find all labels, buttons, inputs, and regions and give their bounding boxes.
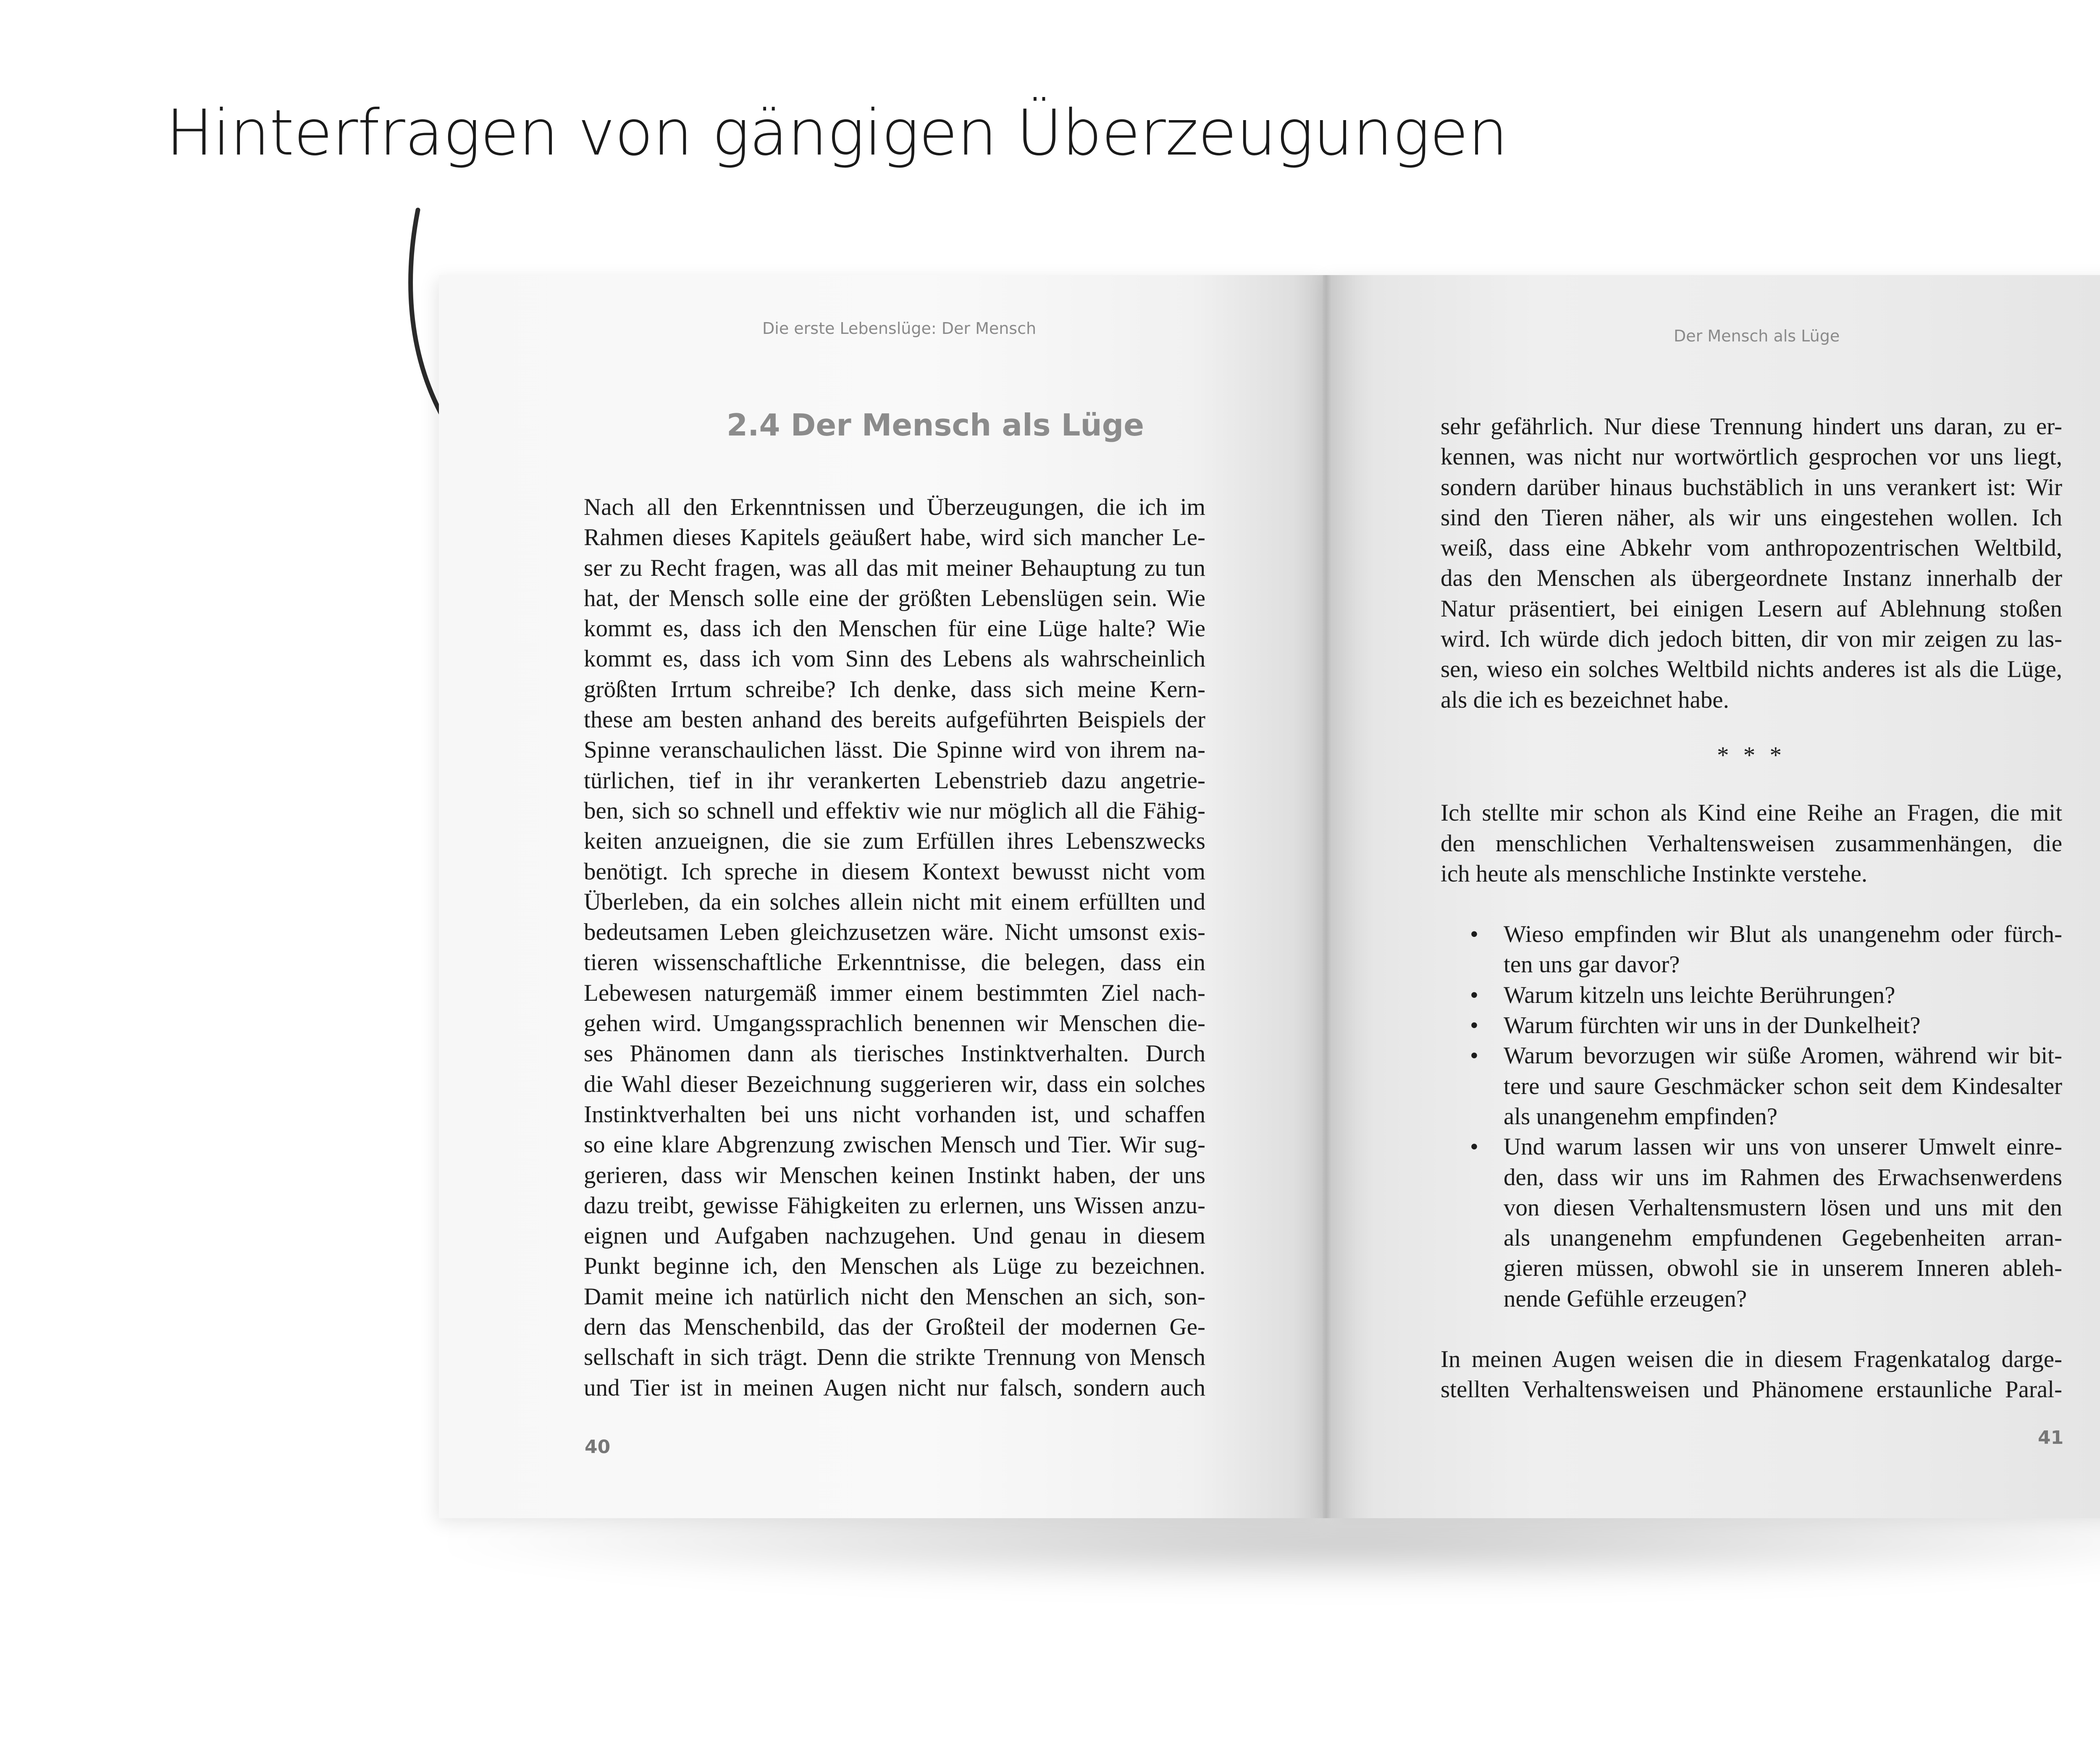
left-body-text [584,492,1205,1403]
text-line: so eine klare Abgrenzung zwischen Mensch und Tier. Wir sug- [584,1131,1205,1158]
text-line: bedeutsamen Leben gleichzusetzen wäre. Nicht umsonst exis- [584,919,1205,946]
text-line: • Warum bevorzugen wir süße Aromen, während wir bit- [1504,1042,2062,1069]
text-line: Spinne veranschaulichen lässt. Die Spinne wird von ihrem na- [584,737,1205,763]
text-line: die Wahl dieser Bezeichnung suggerieren wir, dass ein solches [584,1070,1205,1097]
right-body-text [1441,412,2062,1405]
text-line: Überleben, da ein solches allein nicht mit einem erfüllten und [584,888,1205,915]
text-line: ich heute als menschliche Instinkte verstehe. [1441,860,1868,887]
section-separator: * * * [1717,742,1786,769]
text-line: Instinktverhalten bei uns nicht vorhanden ist, und schaffen [584,1101,1205,1128]
text-line: Punkt beginne ich, den Menschen als Lüge zu bezeichnen. [584,1253,1205,1280]
text-line: sondern darüber hinaus buchstäblich in uns verankert ist: Wir [1441,474,2062,501]
text-line: gehen wird. Umgangssprachlich benennen wir Menschen die- [584,1010,1205,1037]
text-line: ten uns gar davor? [1504,951,1680,978]
text-line: sehr gefährlich. Nur diese Trennung hindert uns daran, zu er- [1441,413,2062,440]
text-line: tieren wissenschaftliche Erkenntnisse, die belegen, dass ein [584,949,1205,976]
text-line: Lebewesen naturgemäß immer einem bestimmten Ziel nach- [584,979,1205,1006]
text-line: den, dass wir uns im Rahmen des Erwachsenwerdens [1504,1164,2062,1191]
text-line: sen, wieso ein solches Weltbild nichts anderes ist als die Lüge, [1441,656,2062,683]
text-line: dazu treibt, gewisse Fähigkeiten zu erlernen, uns Wissen anzu- [584,1192,1205,1219]
text-line: von diesen Verhaltensmustern lösen und uns mit den [1504,1194,2062,1221]
text-line: wird. Ich würde dich jedoch bitten, dir von mir zeigen zu las- [1441,626,2062,653]
text-line: kennen, was nicht nur wortwörtlich gesprochen vor uns liegt, [1441,443,2062,470]
text-line: kommt es, dass ich den Menschen für eine Lüge halte? Wie [584,615,1205,642]
text-line: keiten anzueignen, die sie zum Erfüllen ihres Lebenszwecks [584,828,1205,855]
text-line: hat, der Mensch solle eine der größten Lebenslügen sein. Wie [584,585,1205,611]
list-item [1504,1132,2062,1314]
text-line: sellschaft in sich trägt. Denn die strikte Trennung von Mensch [584,1344,1205,1371]
text-line: nende Gefühle erzeugen? [1504,1285,1747,1312]
running-head-right: Der Mensch als Lüge [1674,327,1840,345]
text-line: weiß, dass eine Abkehr vom anthropozentrischen Weltbild, [1441,535,2062,561]
list-item [1504,1041,2062,1132]
text-line: dern das Menschenbild, das der Großteil der modernen Ge- [584,1314,1205,1341]
question-list [1441,919,2062,1314]
text-line: und Tier ist in meinen Augen nicht nur falsch, sondern auch [584,1374,1205,1401]
text-line: Nach all den Erkenntnissen und Überzeugungen, die ich im [584,494,1205,520]
text-line: • Warum kitzeln uns leichte Berührungen? [1504,981,1895,1008]
list-item [1504,919,2062,980]
text-line: these am besten anhand des bereits aufgeführten Beispiels der [584,706,1205,733]
text-line: sind den Tieren näher, als wir uns eingestehen wollen. Ich [1441,504,2062,531]
text-line: eignen und Aufgaben nachzugehen. Und genau in diesem [584,1223,1205,1249]
text-line: • Warum fürchten wir uns in der Dunkelheit? [1504,1012,1921,1039]
text-line: stellten Verhaltensweisen und Phänomene erstaunliche Paral- [1441,1376,2062,1403]
page-number-left: 40 [585,1436,611,1458]
text-line: als die ich es bezeichnet habe. [1441,686,1729,713]
text-line: • Wieso empfinden wir Blut als unangenehm oder fürch- [1504,921,2062,948]
chapter-title: 2.4 Der Mensch als Lüge [727,407,1144,443]
list-item [1504,1010,2062,1041]
text-line: türlichen, tief in ihr verankerten Lebenstrieb dazu angetrie- [584,767,1205,794]
text-line: ser zu Recht fragen, was all das mit meiner Behauptung zu tun [584,554,1205,581]
text-line: gieren müssen, obwohl sie in unserem Inneren ableh- [1504,1255,2062,1282]
text-line: das den Menschen als übergeordnete Instanz innerhalb der [1441,565,2062,592]
text-line: benötigt. Ich spreche in diesem Kontext bewusst nicht vom [584,858,1205,885]
list-item [1504,980,2062,1010]
text-line: als unangenehm empfinden? [1504,1103,1778,1130]
text-line: kommt es, dass ich vom Sinn des Lebens als wahrscheinlich [584,645,1205,672]
text-line: In meinen Augen weisen die in diesem Fragenkatalog darge- [1441,1346,2062,1373]
text-line: ses Phänomen dann als tierisches Instinktverhalten. Durch [584,1040,1205,1067]
text-line: größten Irrtum schreibe? Ich denke, dass sich meine Kern- [584,676,1205,703]
paragraph [1441,798,2062,889]
text-line: tere und saure Geschmäcker schon seit dem Kindesalter [1504,1073,2062,1099]
text-line: ben, sich so schnell und effektiv wie nur möglich all die Fähig- [584,797,1205,824]
text-line: Ich stellte mir schon als Kind eine Reihe an Fragen, die mit [1441,800,2062,826]
text-line: gerieren, dass wir Menschen keinen Instinkt haben, der uns [584,1162,1205,1189]
text-line: • Und warum lassen wir uns von unserer Umwelt einre- [1504,1133,2062,1160]
paragraph [1441,1344,2062,1405]
caption-title: Hinterfragen von gängigen Überzeugungen [166,97,1508,170]
running-head-left: Die erste Lebenslüge: Der Mensch [762,319,1037,338]
text-line: Damit meine ich natürlich nicht den Menschen an sich, son- [584,1283,1205,1310]
paragraph [1441,412,2062,715]
text-line: Rahmen dieses Kapitels geäußert habe, wird sich mancher Le- [584,524,1205,551]
text-line: den menschlichen Verhaltensweisen zusammenhängen, die [1441,830,2062,857]
book-gutter [1294,275,1357,1518]
text-line: Natur präsentiert, bei einigen Lesern auf Ablehnung stoßen [1441,595,2062,622]
text-line: als unangenehm empfundenen Gegebenheiten arran- [1504,1225,2062,1251]
page-number-right: 41 [2038,1427,2064,1448]
